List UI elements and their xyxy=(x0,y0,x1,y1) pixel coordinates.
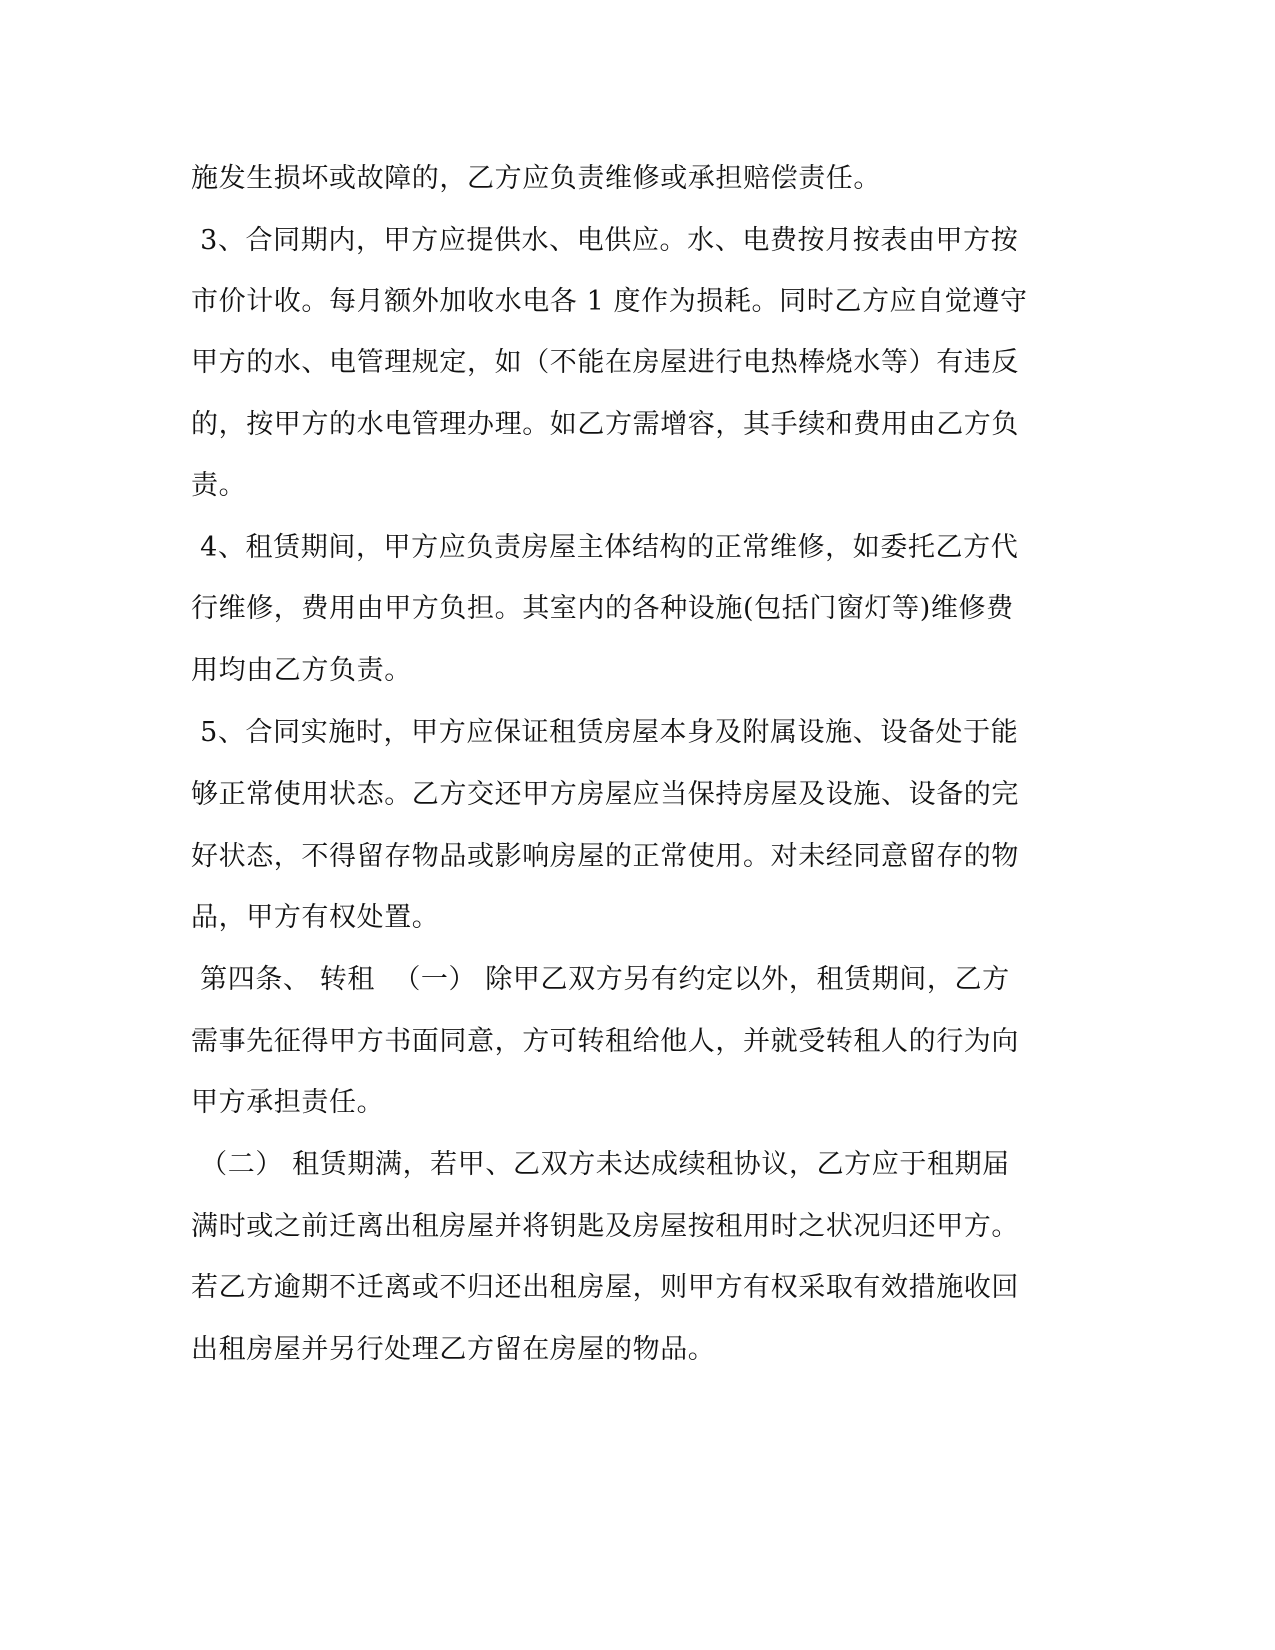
text-line: 满时或之前迁离出租房屋并将钥匙及房屋按租用时之状况归还甲方。 xyxy=(191,1211,1019,1242)
text-line: 行维修，费用由甲方负担。其室内的各种设施(包括门窗灯等)维修费 xyxy=(191,593,1014,624)
text-line: 需事先征得甲方书面同意，方可转租给他人，并就受转租人的行为向 xyxy=(191,1026,1019,1057)
text-line: 市价计收。每月额外加收水电各 1 度作为损耗。同时乙方应自觉遵守 xyxy=(191,286,1028,317)
text-line: 的，按甲方的水电管理办理。如乙方需增容，其手续和费用由乙方负 xyxy=(191,409,1019,440)
text-line: 甲方的水、电管理规定，如（不能在房屋进行电热棒烧水等）有违反 xyxy=(191,347,1019,378)
text-line: 3、合同期内，甲方应提供水、电供应。水、电费按月按表由甲方按 xyxy=(191,225,1019,256)
text-line: 5、合同实施时，甲方应保证租赁房屋本身及附属设施、设备处于能 xyxy=(191,717,1019,748)
text-line: 施发生损坏或故障的，乙方应负责维修或承担赔偿责任。 xyxy=(191,163,881,194)
text-line: 品，甲方有权处置。 xyxy=(191,902,440,933)
text-line: 第四条、 转租 （一） 除甲乙双方另有约定以外，租赁期间，乙方 xyxy=(191,964,1010,995)
text-line: 若乙方逾期不迁离或不归还出租房屋，则甲方有权采取有效措施收回 xyxy=(191,1272,1019,1303)
text-line: （二） 租赁期满，若甲、乙双方未达成续租协议，乙方应于租期届 xyxy=(191,1149,1010,1180)
text-line: 够正常使用状态。乙方交还甲方房屋应当保持房屋及设施、设备的完 xyxy=(191,779,1019,810)
text-line: 责。 xyxy=(191,470,247,501)
text-line: 甲方承担责任。 xyxy=(191,1087,385,1118)
text-line: 好状态，不得留存物品或影响房屋的正常使用。对未经同意留存的物 xyxy=(191,841,1019,872)
text-line: 用均由乙方负责。 xyxy=(191,655,412,686)
text-line: 4、租赁期间，甲方应负责房屋主体结构的正常维修，如委托乙方代 xyxy=(191,532,1019,563)
text-line: 出租房屋并另行处理乙方留在房屋的物品。 xyxy=(191,1334,716,1365)
